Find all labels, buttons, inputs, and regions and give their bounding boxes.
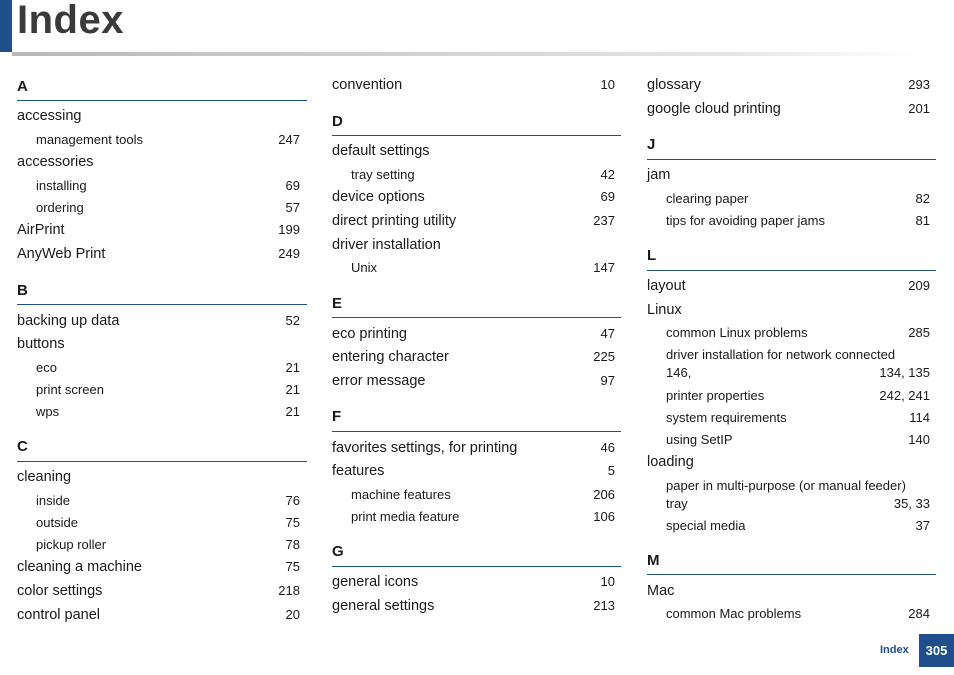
section-letter-l: L (647, 247, 657, 264)
index-subentry[interactable]: print screen 21 (36, 382, 300, 397)
index-subentry[interactable]: installing 69 (36, 178, 300, 193)
page-title: Index (17, 0, 124, 42)
page-number: 305 (919, 634, 954, 667)
index-entry: driver installation (332, 237, 441, 253)
index-entry: cleaning (17, 469, 72, 485)
index-subentry[interactable]: wps 21 (36, 404, 300, 419)
index-subentry[interactable]: ordering 57 (36, 200, 300, 215)
index-subentry[interactable]: special media 37 (666, 518, 930, 533)
index-entry[interactable]: AirPrint 199 (17, 222, 300, 238)
index-entry[interactable]: color settings 218 (17, 583, 300, 599)
index-entry: Linux (647, 302, 682, 318)
index-entry[interactable]: eco printing 47 (332, 326, 615, 342)
section-rule (647, 574, 936, 575)
index-subentry-wrapped[interactable]: driver installation for network connected 146, 134, 135 (666, 347, 930, 380)
index-entry[interactable]: glossary 293 (647, 77, 930, 93)
index-subentry[interactable]: management tools 247 (36, 132, 300, 147)
section-letter-b: B (17, 282, 28, 299)
index-entry: loading (647, 454, 694, 470)
index-subentry[interactable]: printer properties 242, 241 (666, 388, 930, 403)
index-entry: accessing (17, 108, 82, 124)
section-letter-m: M (647, 552, 660, 569)
section-rule (332, 135, 621, 136)
index-entry[interactable]: favorites settings, for printing 46 (332, 440, 615, 456)
index-entry[interactable]: AnyWeb Print 249 (17, 246, 300, 262)
index-entry[interactable]: layout 209 (647, 278, 930, 294)
section-letter-e: E (332, 295, 343, 312)
index-entry: Mac (647, 583, 675, 599)
section-letter-g: G (332, 543, 344, 560)
section-rule (332, 317, 621, 318)
index-entry[interactable]: entering character 225 (332, 349, 615, 365)
section-rule (332, 431, 621, 432)
index-subentry[interactable]: clearing paper 82 (666, 191, 930, 206)
header-accent-bar (0, 0, 12, 52)
index-subentry[interactable]: print media feature 106 (351, 509, 615, 524)
index-entry[interactable]: general settings 213 (332, 598, 615, 614)
index-entry[interactable]: control panel 20 (17, 607, 300, 623)
index-entry[interactable]: general icons 10 (332, 574, 615, 590)
index-subentry[interactable]: eco 21 (36, 360, 300, 375)
index-subentry[interactable]: machine features 206 (351, 487, 615, 502)
section-letter-a: A (17, 78, 28, 95)
index-subentry[interactable]: tips for avoiding paper jams 81 (666, 213, 930, 228)
footer-section-label: Index (880, 644, 909, 656)
index-subentry[interactable]: pickup roller 78 (36, 537, 300, 552)
section-rule (17, 100, 307, 101)
section-rule (647, 159, 936, 160)
index-entry[interactable]: direct printing utility 237 (332, 213, 615, 229)
index-entry[interactable]: device options 69 (332, 189, 615, 205)
section-rule (17, 304, 307, 305)
index-subentry[interactable]: tray setting 42 (351, 167, 615, 182)
section-letter-c: C (17, 438, 28, 455)
index-entry: accessories (17, 154, 94, 170)
index-subentry[interactable]: Unix 147 (351, 260, 615, 275)
header-divider (12, 52, 917, 56)
section-letter-j: J (647, 136, 656, 153)
index-entry: buttons (17, 336, 65, 352)
section-letter-d: D (332, 113, 343, 130)
index-entry[interactable]: features 5 (332, 463, 615, 479)
index-subentry[interactable]: outside 75 (36, 515, 300, 530)
section-rule (17, 461, 307, 462)
index-subentry[interactable]: common Mac problems 284 (666, 606, 930, 621)
index-entry: default settings (332, 143, 430, 159)
index-entry[interactable]: convention 10 (332, 77, 615, 93)
index-entry: jam (647, 167, 671, 183)
index-entry[interactable]: backing up data 52 (17, 313, 300, 329)
index-subentry-wrapped[interactable]: paper in multi-purpose (or manual feeder) tray 35, 33 (666, 478, 930, 511)
section-letter-f: F (332, 408, 342, 425)
index-subentry[interactable]: inside 76 (36, 493, 300, 508)
index-entry[interactable]: cleaning a machine 75 (17, 559, 300, 575)
index-subentry[interactable]: using SetIP 140 (666, 432, 930, 447)
index-entry[interactable]: error message 97 (332, 373, 615, 389)
index-subentry[interactable]: common Linux problems 285 (666, 325, 930, 340)
index-subentry[interactable]: system requirements 114 (666, 410, 930, 425)
index-entry[interactable]: google cloud printing 201 (647, 101, 930, 117)
section-rule (332, 566, 621, 567)
section-rule (647, 270, 936, 271)
